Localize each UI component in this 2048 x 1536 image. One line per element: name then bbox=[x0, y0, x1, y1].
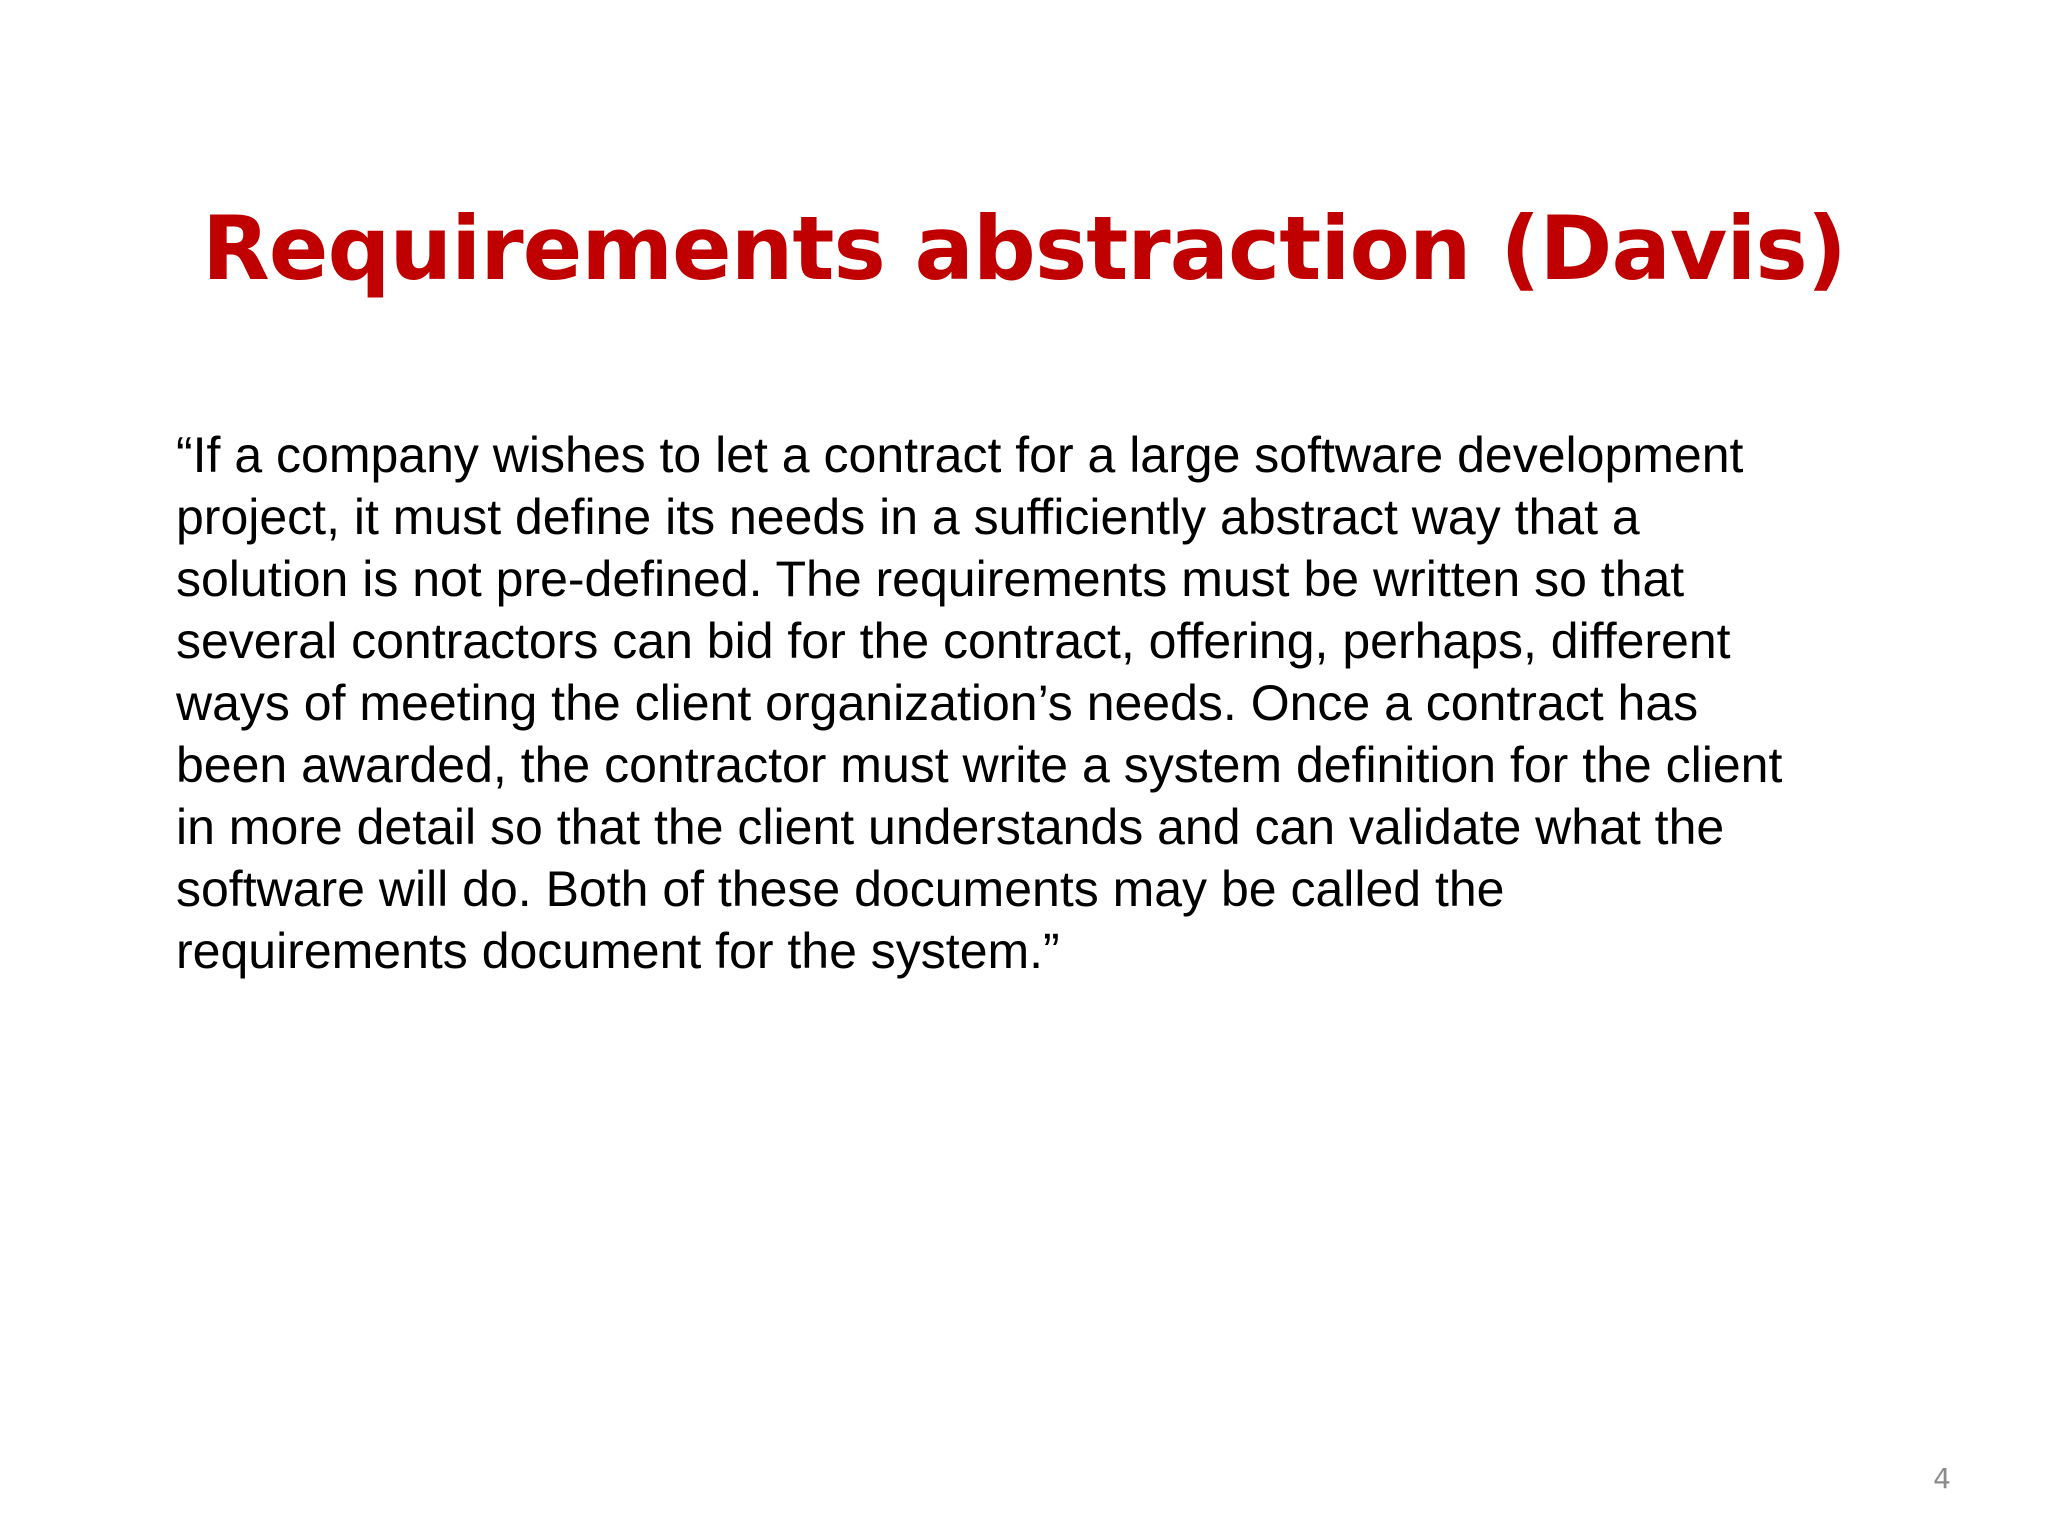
quote-line: solution is not pre-defined. The requirements must be written so that bbox=[176, 551, 1685, 607]
quote-line: project, it must define its needs in a sufficiently abstract way that a bbox=[176, 489, 1640, 545]
quote-line: in more detail so that the client understands and can validate what the bbox=[176, 799, 1725, 855]
slide-title: Requirements abstraction (Davis) bbox=[202, 196, 1846, 300]
quote-line: software will do. Both of these documents may be called the bbox=[176, 861, 1505, 917]
quote-line: several contractors can bid for the contract, offering, perhaps, different bbox=[176, 613, 1731, 669]
slide-number: 4 bbox=[1933, 1462, 1951, 1495]
quote-line: ways of meeting the client organization’s needs. Once a contract has bbox=[176, 675, 1699, 731]
quote-line: been awarded, the contractor must write a system definition for the client bbox=[176, 737, 1783, 793]
quote-text bbox=[176, 424, 1896, 982]
quote-line: requirements document for the system.” bbox=[176, 923, 1060, 979]
quote-line: “If a company wishes to let a contract for a large software development bbox=[176, 427, 1744, 483]
